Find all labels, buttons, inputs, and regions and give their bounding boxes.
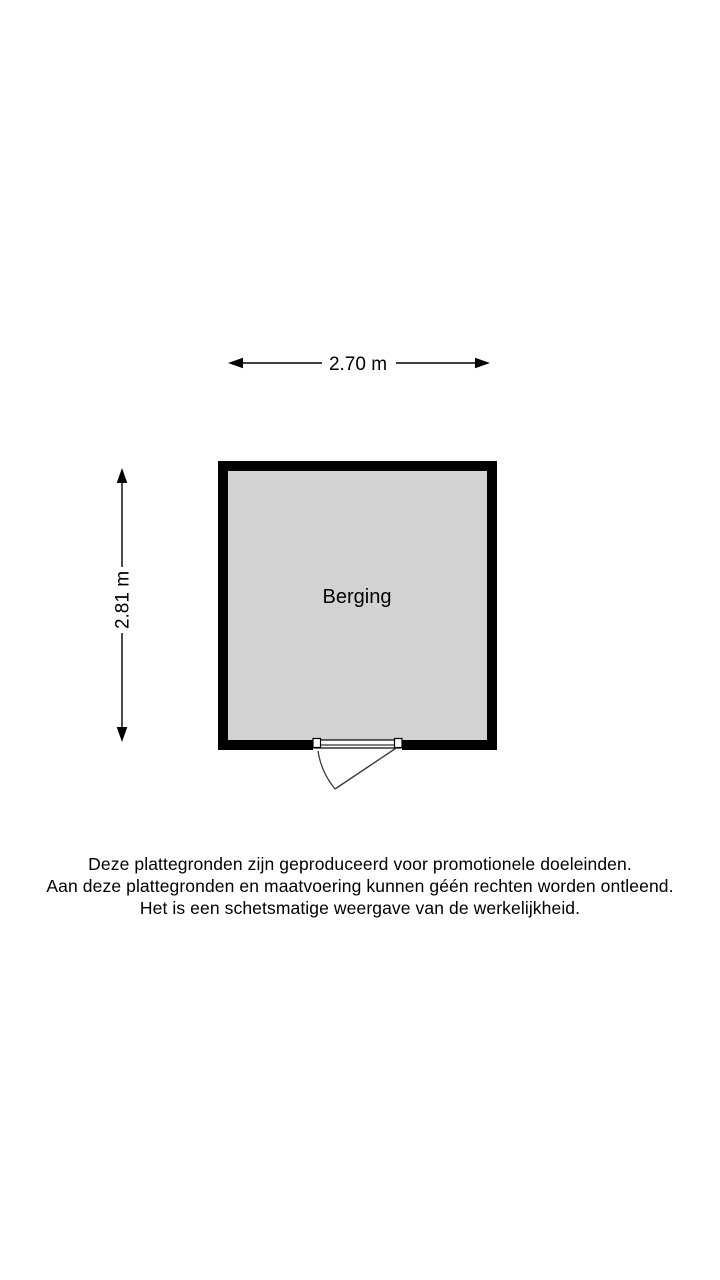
arrow-right-icon bbox=[475, 358, 490, 369]
arrow-down-icon bbox=[117, 727, 128, 742]
height-dimension bbox=[113, 468, 134, 742]
room-label: Berging bbox=[322, 586, 392, 608]
disclaimer-line-3: Het is een schetsmatige weergave van de werkelijkheid. bbox=[139, 898, 581, 918]
height-dimension-label: 2.81 m bbox=[112, 570, 134, 630]
width-dimension bbox=[228, 354, 490, 375]
arrow-left-icon bbox=[228, 358, 243, 369]
width-dimension-label: 2.70 m bbox=[328, 354, 388, 375]
disclaimer-line-2: Aan deze plattegronden en maatvoering kunnen géén rechten worden ontleend. bbox=[46, 876, 674, 896]
door-jamb-left bbox=[313, 739, 321, 748]
arrow-up-icon bbox=[117, 468, 128, 483]
disclaimer-line-1: Deze plattegronden zijn geproduceerd voor promotionele doeleinden. bbox=[88, 854, 632, 874]
door-swing-arc bbox=[318, 751, 335, 789]
door-jamb-right bbox=[395, 739, 403, 748]
room-berging bbox=[223, 466, 492, 745]
disclaimer-text bbox=[0, 853, 720, 919]
door-swing-icon bbox=[313, 739, 402, 790]
door-frame bbox=[314, 740, 401, 748]
door-leaf bbox=[335, 748, 397, 790]
